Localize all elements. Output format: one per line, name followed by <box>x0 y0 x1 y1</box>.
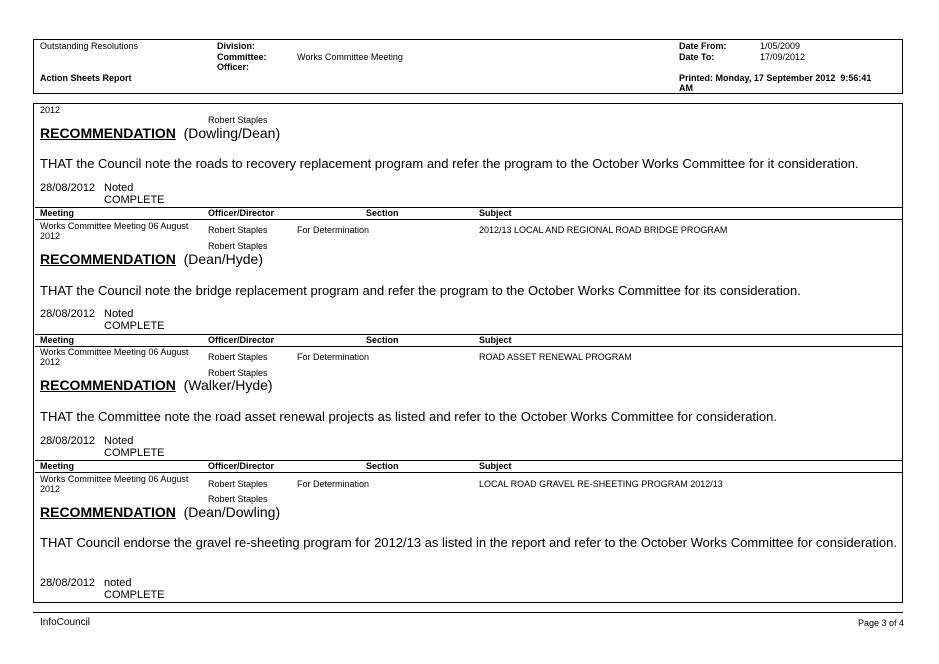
record-movers: (Dean/Hyde) <box>183 251 263 267</box>
col-section-header: Section <box>366 461 399 471</box>
record-date: 28/08/2012 <box>40 577 96 589</box>
division-label: Division: <box>217 41 256 51</box>
record-section: For Determination <box>297 479 370 489</box>
carry-date: 28/08/2012 <box>40 182 96 194</box>
record-status: COMPLETE <box>104 589 165 601</box>
record-meeting: Works Committee Meeting 06 August <box>40 221 189 231</box>
col-section-header: Section <box>366 208 399 218</box>
footer-page-number: Page 3 of 4 <box>858 618 905 628</box>
footer-rule <box>33 612 903 613</box>
col-meeting-header: Meeting <box>40 335 75 345</box>
record-meeting-year: 2012 <box>40 357 61 367</box>
recommendation-label: RECOMMENDATION <box>40 251 176 267</box>
col-meeting-header: Meeting <box>40 461 75 471</box>
printed-value-cont: AM <box>679 83 693 93</box>
recommendation-label: RECOMMENDATION <box>40 125 176 141</box>
record-date: 28/08/2012 <box>40 435 96 447</box>
record-movers: (Dean/Dowling) <box>183 504 281 520</box>
record-meeting-year: 2012 <box>40 484 61 494</box>
record-recommendation-text: THAT the Council note the bridge replacement program and refer the program to the October Works Committee for its consideration. <box>40 283 801 298</box>
divider <box>35 472 902 473</box>
printed-label: Printed: <box>679 73 714 83</box>
date-from-label: Date From: <box>679 41 727 51</box>
record-note: noted <box>104 577 132 589</box>
divider <box>35 334 902 335</box>
record-recommendation <box>40 504 280 520</box>
col-section-header: Section <box>366 335 399 345</box>
col-officer-header: Officer/Director <box>208 335 275 345</box>
officer-label: Officer: <box>217 62 250 72</box>
divider <box>35 460 902 461</box>
record-officer2: Robert Staples <box>208 241 268 251</box>
record-status: COMPLETE <box>104 320 165 332</box>
record-officer: Robert Staples <box>208 225 268 235</box>
carry-note: Noted <box>104 182 134 194</box>
record-subject: 2012/13 LOCAL AND REGIONAL ROAD BRIDGE PROGRAM <box>479 225 728 235</box>
date-to-value: 17/09/2012 <box>760 52 806 62</box>
record-officer2: Robert Staples <box>208 368 268 378</box>
printed-value: Monday, 17 September 2012 9:56:41 <box>715 73 872 83</box>
record-meeting: Works Committee Meeting 06 August <box>40 474 189 484</box>
record-meeting-year: 2012 <box>40 231 61 241</box>
date-from-value: 1/05/2009 <box>760 41 801 51</box>
col-officer-header: Officer/Director <box>208 461 275 471</box>
record-status: COMPLETE <box>104 447 165 459</box>
record-recommendation <box>40 377 273 393</box>
record-recommendation-text: THAT the Committee note the road asset renewal projects as listed and refer to the October Works Committee for consideration. <box>40 409 778 424</box>
recommendation-label: RECOMMENDATION <box>40 504 176 520</box>
carry-officer: Robert Staples <box>208 115 268 125</box>
record-officer2: Robert Staples <box>208 494 268 504</box>
record-note: Noted <box>104 308 134 320</box>
record-movers: (Walker/Hyde) <box>183 377 273 393</box>
record-subject: LOCAL ROAD GRAVEL RE-SHEETING PROGRAM 2012/13 <box>479 479 723 489</box>
printed-line <box>679 73 871 83</box>
record-recommendation-text: THAT Council endorse the gravel re-sheeting program for 2012/13 as listed in the report and refer to the October Works Committee for consideration. <box>40 535 897 550</box>
recommendation-label: RECOMMENDATION <box>40 377 176 393</box>
carry-recommendation <box>40 125 280 141</box>
record-meeting: Works Committee Meeting 06 August <box>40 347 189 357</box>
record-note: Noted <box>104 435 134 447</box>
divider <box>35 219 902 220</box>
carry-status: COMPLETE <box>104 194 165 206</box>
carry-recommendation-text: THAT the Council note the roads to recovery replacement program and refer the program to the October Works Committee for it consideration. <box>40 156 859 171</box>
footer-app-name: InfoCouncil <box>40 617 91 628</box>
record-officer: Robert Staples <box>208 479 268 489</box>
record-section: For Determination <box>297 352 370 362</box>
col-subject-header: Subject <box>479 461 512 471</box>
divider <box>35 207 902 208</box>
date-to-label: Date To: <box>679 52 715 62</box>
record-section: For Determination <box>297 225 370 235</box>
col-subject-header: Subject <box>479 335 512 345</box>
carry-movers: (Dowling/Dean) <box>183 125 281 141</box>
record-subject: ROAD ASSET RENEWAL PROGRAM <box>479 352 632 362</box>
record-officer: Robert Staples <box>208 352 268 362</box>
committee-label: Committee: <box>217 52 267 62</box>
committee-value: Works Committee Meeting <box>297 52 403 62</box>
report-type: Action Sheets Report <box>40 73 132 83</box>
col-subject-header: Subject <box>479 208 512 218</box>
record-date: 28/08/2012 <box>40 308 96 320</box>
carry-meeting-tail: 2012 <box>40 105 61 115</box>
report-name: Outstanding Resolutions <box>40 41 139 51</box>
record-recommendation <box>40 251 263 267</box>
col-officer-header: Officer/Director <box>208 208 275 218</box>
col-meeting-header: Meeting <box>40 208 75 218</box>
